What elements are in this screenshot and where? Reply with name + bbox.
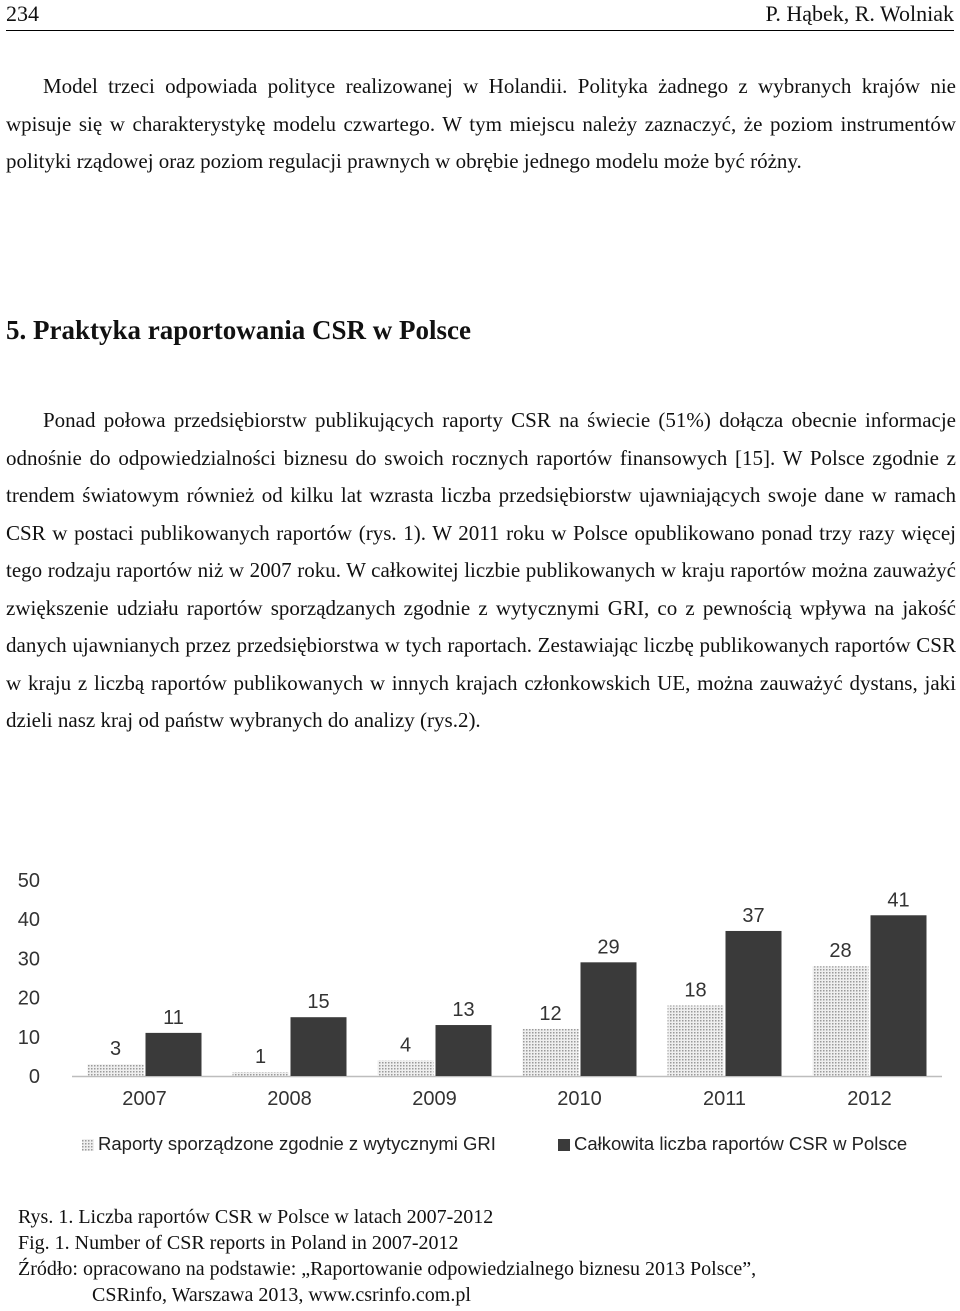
data-label-total: 13 — [452, 999, 475, 1022]
data-label-total: 11 — [163, 1006, 184, 1029]
caption-source-continued: CSRinfo, Warszawa 2013, www.csrinfo.com.pl — [92, 1284, 471, 1306]
x-tick-label: 2012 — [847, 1088, 892, 1110]
intro-paragraph: Model trzeci odpowiada polityce realizowanej w Holandii. Polityka żadnego z wybranych krajów nie wpisuje się w charakterystykę modelu czwartego. W tym miejscu należy zaznaczyć, że poziom instrumentów polityki rządowej oraz poziom regulacji prawnych w obrębie jednego modelu może być różny. — [6, 74, 956, 173]
x-tick-label: 2007 — [122, 1088, 167, 1110]
x-tick-label: 2008 — [267, 1088, 312, 1110]
legend-swatch-total — [558, 1139, 570, 1151]
x-tick-label: 2009 — [412, 1088, 457, 1110]
bar-gri — [378, 1060, 434, 1076]
page-number: 234 — [6, 1, 39, 26]
y-tick-label: 30 — [17, 948, 40, 971]
figure-caption — [18, 1204, 756, 1308]
csr-reports-bar-chart — [10, 858, 955, 1188]
bar-total — [581, 962, 637, 1076]
y-tick-label: 10 — [17, 1026, 40, 1049]
y-tick-label: 40 — [17, 909, 40, 932]
y-tick-label: 50 — [17, 870, 40, 892]
data-label-total: 41 — [887, 889, 910, 912]
x-tick-label: 2010 — [557, 1088, 602, 1110]
data-label-total: 15 — [307, 991, 330, 1014]
data-label-total: 37 — [742, 904, 765, 927]
bar-total — [436, 1025, 492, 1076]
section-heading: 5. Praktyka raportowania CSR w Polsce — [6, 315, 471, 345]
caption-english: Fig. 1. Number of CSR reports in Poland in 2007-2012 — [18, 1232, 459, 1254]
data-label-gri: 28 — [829, 940, 852, 963]
data-label-gri: 1 — [254, 1046, 267, 1069]
running-authors: P. Hąbek, R. Wolniak — [765, 1, 954, 26]
bar-total — [146, 1033, 202, 1076]
y-tick-label: 20 — [17, 987, 40, 1010]
body-paragraph: Ponad połowa przedsiębiorstw publikujących raporty CSR na świecie (51%) dołącza obecnie informacje odnośnie do odpowiedzialności biznesu do swoich rocznych raportów finansowych [15]. W Polsce zgodnie z trendem światowym również od kilku lat wzrasta liczba przedsiębiorstw ujawniających swoje dane w ramach CSR w postaci publikowanych raportów (rys. 1). W 2011 roku w Polsce opublikowano ponad trzy razy więcej tego rodzaju raportów niż w 2007 roku. W całkowitej liczbie publikowanych w kraju raportów można zauważyć zwiększenie udziału raportów sporządzanych zgodnie z wytycznymi GRI, co z pewnością wpływa na jakość danych ujawnianych przez przedsiębiorstwa w tych raportach. Zestawiając liczbę publikowanych raportów CSR w kraju z liczbą raportów publikowanych w innych krajach członkowskich UE, można zauważyć dystans, jaki dzieli nasz kraj od państw wybranych do analizy (rys.2). — [6, 408, 956, 732]
y-tick-label: 0 — [28, 1066, 40, 1088]
bar-gri — [233, 1072, 289, 1076]
x-tick-label: 2011 — [702, 1088, 747, 1110]
legend-label-gri: Raporty sporządzone zgodnie z wytycznymi GRI — [98, 1133, 496, 1154]
bar-gri — [813, 966, 869, 1076]
data-label-total: 29 — [597, 936, 620, 959]
data-label-gri: 12 — [539, 1002, 562, 1025]
bar-total — [291, 1017, 347, 1076]
bar-total — [871, 915, 927, 1076]
bar-gri — [88, 1064, 144, 1076]
legend-swatch-gri — [82, 1139, 94, 1151]
running-header — [6, 0, 954, 31]
caption-polish: Rys. 1. Liczba raportów CSR w Polsce w latach 2007-2012 — [18, 1206, 494, 1228]
data-label-gri: 4 — [399, 1034, 412, 1057]
data-label-gri: 18 — [684, 979, 707, 1002]
legend-label-total: Całkowita liczba raportów CSR w Polsce — [574, 1133, 908, 1154]
data-label-gri: 3 — [109, 1038, 122, 1061]
bar-gri — [523, 1029, 579, 1076]
bar-total — [726, 931, 782, 1076]
bar-gri — [668, 1005, 724, 1076]
caption-source: Źródło: opracowano na podstawie: „Raportowanie odpowiedzialnego biznesu 2013 Polsce”, — [18, 1258, 757, 1280]
